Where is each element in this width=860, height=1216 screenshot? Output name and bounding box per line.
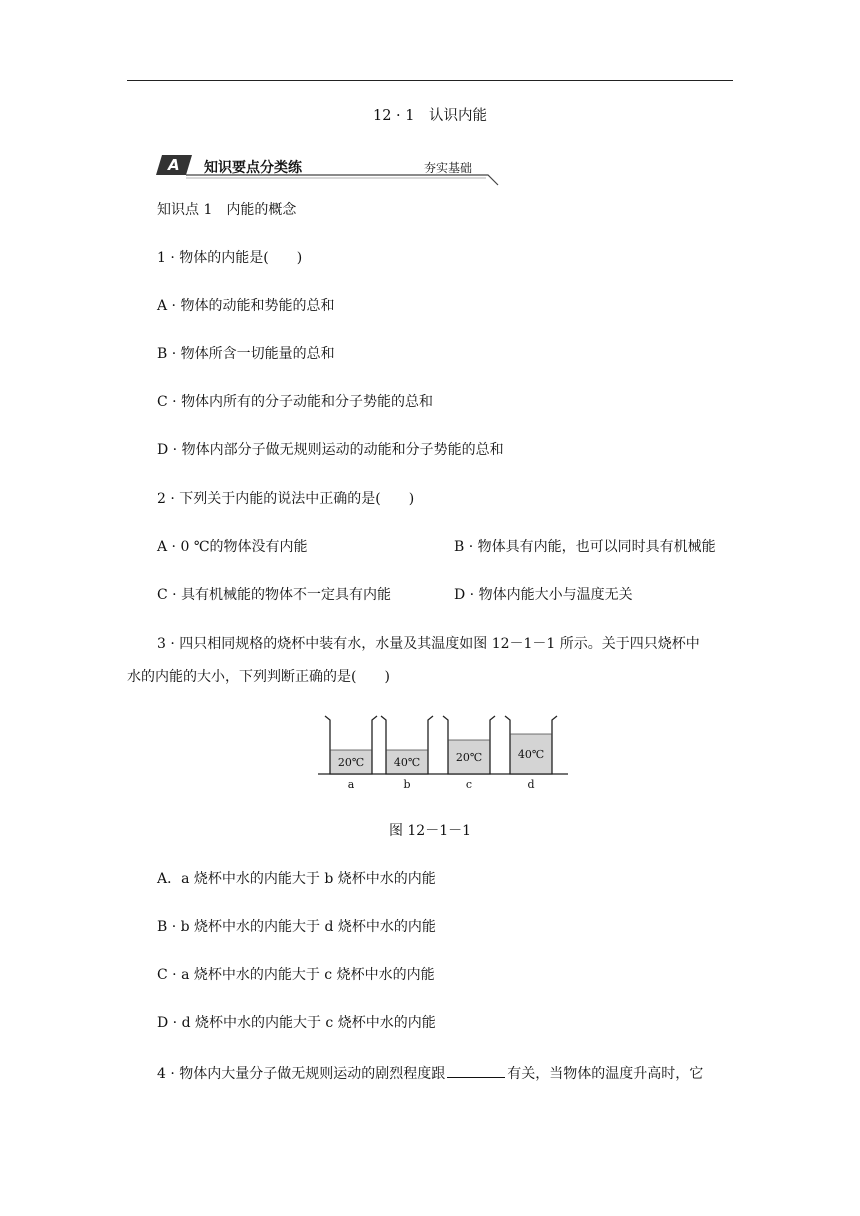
beaker-temp-a: 20℃: [337, 756, 365, 769]
q4-stem-part2: 有关，当物体的温度升高时，它: [507, 1066, 704, 1082]
beaker-label-a: a: [347, 778, 355, 791]
q3-option-d: D · d 烧杯中水的内能大于 c 烧杯中水的内能: [157, 1015, 436, 1031]
beakers-figure: [318, 712, 568, 794]
q1-option-d: D · 物体内部分子做无规则运动的动能和分子势能的总和: [157, 442, 504, 458]
figure-caption: 图 12－1－1: [388, 823, 472, 839]
q4-stem-part1: 4 · 物体内大量分子做无规则运动的剧烈程度跟: [157, 1066, 446, 1082]
beaker-temp-c: 20℃: [455, 751, 483, 764]
beaker-label-d: d: [527, 778, 535, 791]
beaker-label-b: b: [403, 778, 411, 791]
q2-option-b: B · 物体具有内能，也可以同时具有机械能: [454, 539, 716, 555]
q1-option-a: A · 物体的动能和势能的总和: [157, 298, 335, 314]
section-banner: [156, 154, 501, 188]
q4-stem: [157, 1063, 703, 1083]
header-rule: [127, 80, 733, 81]
q4-answer-blank[interactable]: [447, 1063, 505, 1078]
q2-option-d: D · 物体内能大小与温度无关: [454, 587, 633, 603]
beaker-temp-d: 40℃: [517, 748, 545, 761]
beaker-temp-b: 40℃: [393, 756, 421, 769]
section-subtitle: 夯实基础: [424, 161, 473, 175]
q3-stem-line1: 3 · 四只相同规格的烧杯中装有水，水量及其温度如图 12－1－1 所示。关于四只烧杯中: [157, 636, 700, 652]
q3-stem-line2: 水的内能的大小，下列判断正确的是( ): [127, 669, 390, 685]
section-badge: A: [168, 156, 180, 174]
q1-option-c: C · 物体内所有的分子动能和分子势能的总和: [157, 394, 434, 410]
q2-option-a: A · 0 ℃的物体没有内能: [157, 539, 308, 555]
q3-option-a: A．a 烧杯中水的内能大于 b 烧杯中水的内能: [157, 871, 436, 887]
lesson-title: 12 · 1 认识内能: [372, 108, 487, 124]
q3-option-b: B · b 烧杯中水的内能大于 d 烧杯中水的内能: [157, 919, 436, 935]
q3-option-c: C · a 烧杯中水的内能大于 c 烧杯中水的内能: [157, 967, 435, 983]
q1-stem: 1 · 物体的内能是( ): [157, 250, 303, 266]
section-title: 知识要点分类练: [204, 160, 302, 176]
q1-option-b: B · 物体所含一切能量的总和: [157, 346, 335, 362]
q2-option-c: C · 具有机械能的物体不一定具有内能: [157, 587, 392, 603]
q2-stem: 2 · 下列关于内能的说法中正确的是( ): [157, 491, 415, 507]
beaker-label-c: c: [465, 778, 473, 791]
beakers-diagram: [318, 712, 568, 794]
knowledge-point-heading: 知识点 1 内能的概念: [157, 202, 297, 218]
